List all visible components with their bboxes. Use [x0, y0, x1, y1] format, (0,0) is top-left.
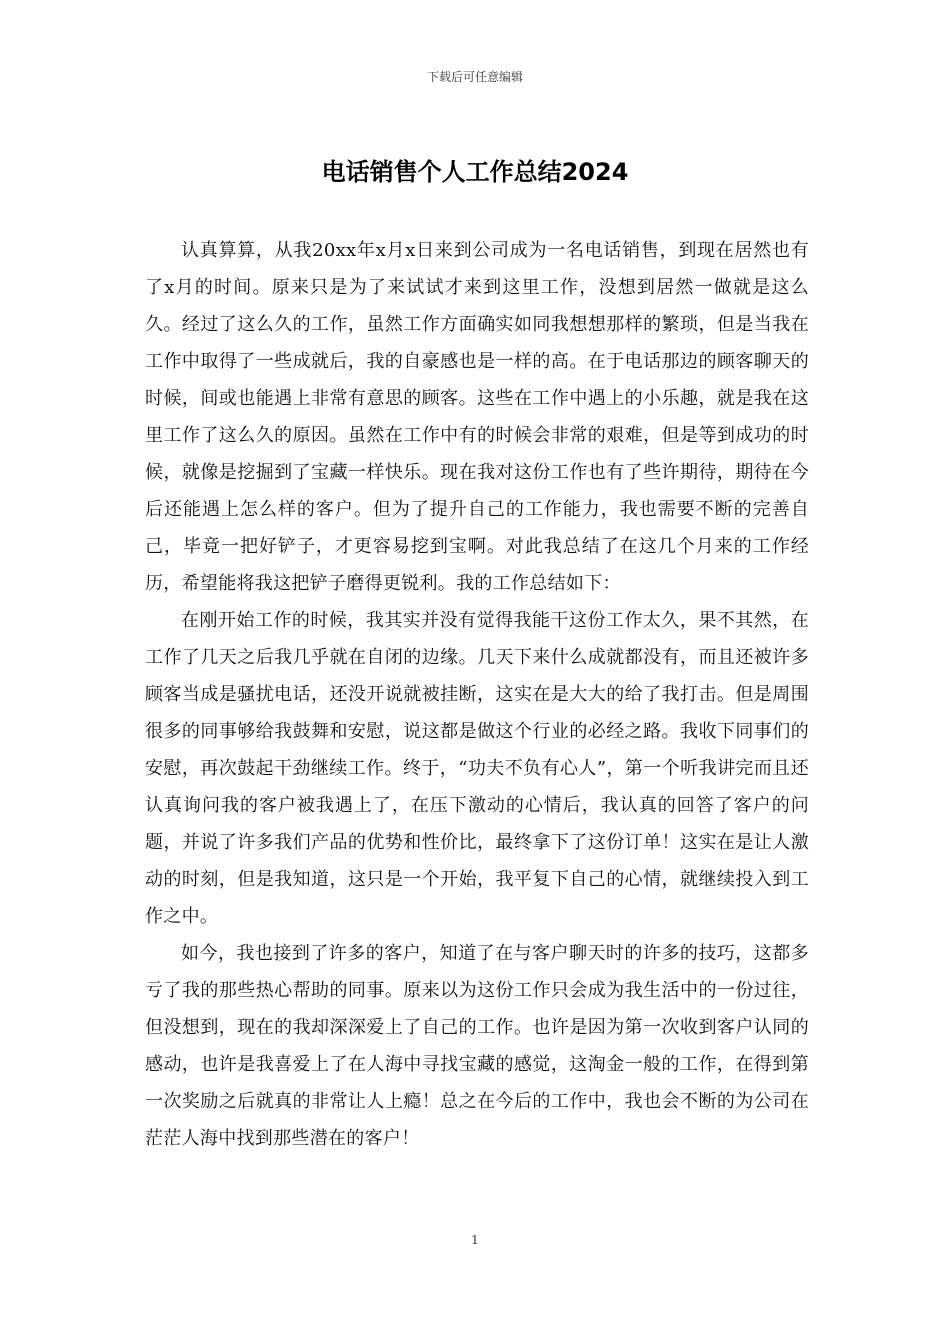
header-note: 下载后可任意编辑: [426, 70, 523, 84]
paragraph-2: 在刚开始工作的时候，我其实并没有觉得我能干这份工作太久，果不其然，在工作了几天之后我几乎就在自闭的边缘。几天下来什么成就都没有，而且还被许多顾客当成是骚扰电话，还没开说就被挂断，这实在是大大的给了我打击。但是周围很多的同事够给我鼓舞和安慰，说这都是做这个行业的必经之路。我收下同事们的安慰，再次鼓起干劲继续工作。终于，“功夫不负有心人”，第一个听我讲完而且还认真询问我的客户被我遇上了，在压下激动的心情后，我认真的回答了客户的问题，并说了许多我们产品的优势和性价比，最终拿下了这份订单！这实在是让人激动的时刻，但是我知道，这只是一个开始，我平复下自己的心情，就继续投入到工作之中。: [145, 610, 809, 927]
document-title: 电话销售个人工作总结2024: [321, 158, 629, 186]
paragraph-1: 认真算算，从我20xx年x月x日来到公司成为一名电话销售，到现在居然也有了x月的时间。原来只是为了来试试才来到这里工作，没想到居然一做就是这么久。经过了这么久的工作，虽然工作方面确实如同我想想那样的繁琐，但是当我在工作中取得了一些成就后，我的自豪感也是一样的高。在于电话那边的顾客聊天的时候，间或也能遇上非常有意思的顾客。这些在工作中遇上的小乐趣，就是我在这里工作了这么久的原因。虽然在工作中有的时候会非常的艰难，但是等到成功的时候，就像是挖掘到了宝藏一样快乐。现在我对这份工作也有了些许期待，期待在今后还能遇上怎么样的客户。但为了提升自己的工作能力，我也需要不断的完善自己，毕竟一把好铲子，才更容易挖到宝啊。对此我总结了在这几个月来的工作经历，希望能将我这把铲子磨得更锐利。我的工作总结如下：: [145, 240, 809, 594]
paragraph-3: 如今，我也接到了许多的客户，知道了在与客户聊天时的许多的技巧，这都多亏了我的那些热心帮助的同事。原来以为这份工作只会成为我生活中的一份过往，但没想到，现在的我却深深爱上了自己的工作。也许是因为第一次收到客户认同的感动，也许是我喜爱上了在人海中寻找宝藏的感觉，这淘金一般的工作，在得到第一次奖励之后就真的非常让人上瘾！总之在今后的工作中，我也会不断的为公司在茫茫人海中找到那些潜在的客户！: [145, 943, 809, 1149]
document-body: [145, 232, 809, 1157]
page-number: 1: [471, 1233, 479, 1247]
